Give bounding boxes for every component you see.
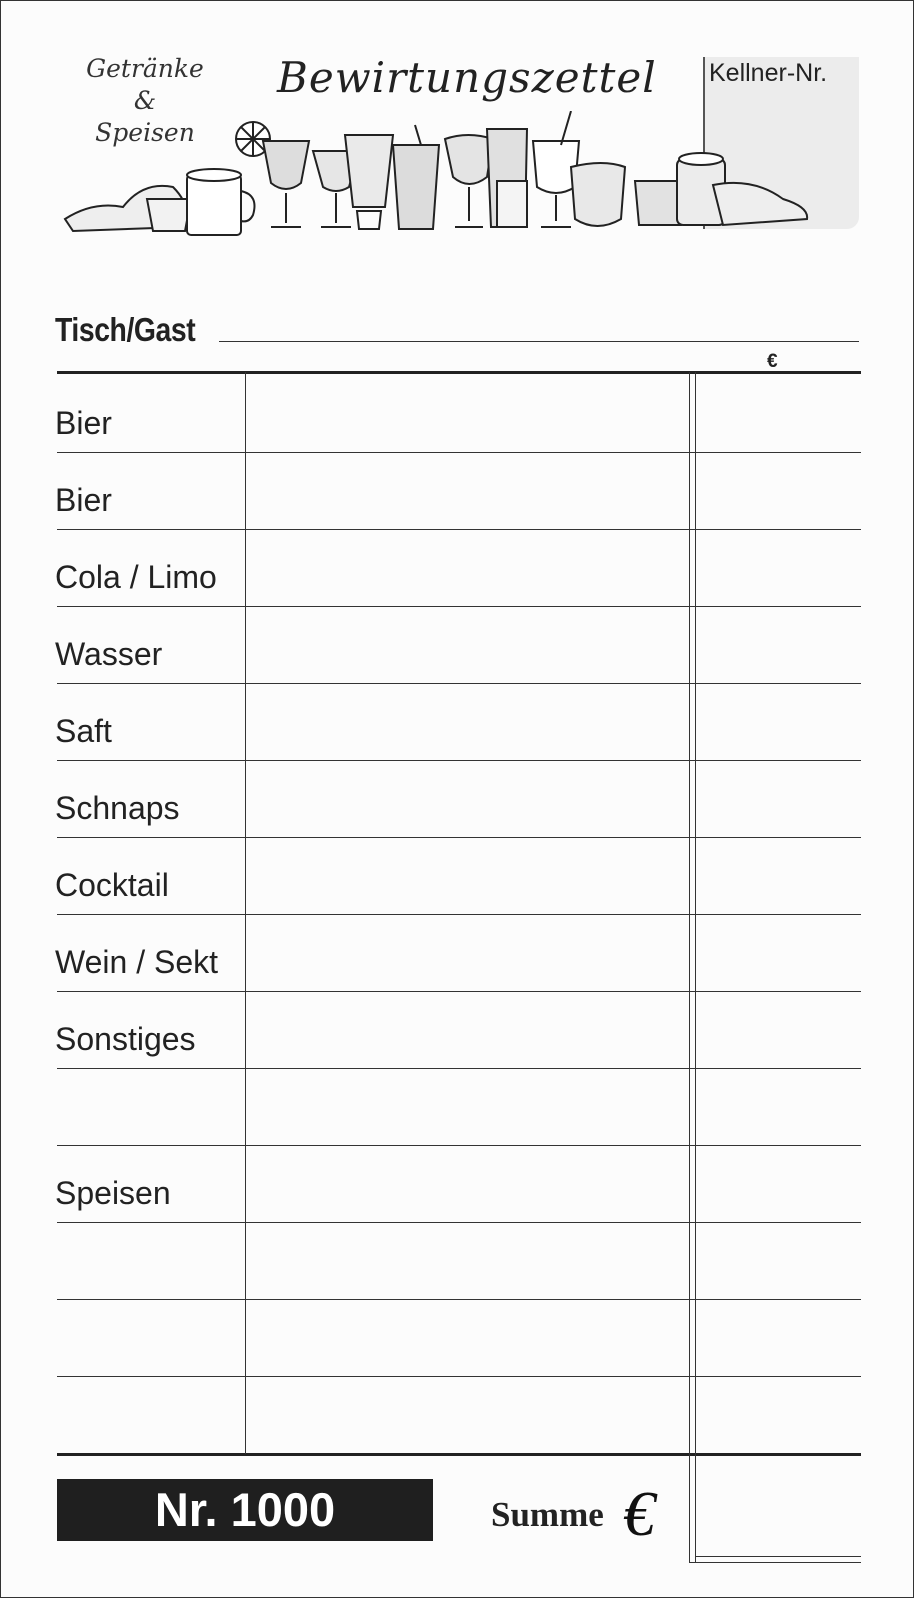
receipt-number-badge: Nr. 1000 xyxy=(57,1479,433,1541)
row-label-cola-limo: Cola / Limo xyxy=(55,559,217,595)
row-label-sonstiges: Sonstiges xyxy=(55,1021,196,1057)
euro-column-header: € xyxy=(767,351,778,372)
row-label-bier-2: Bier xyxy=(55,482,112,518)
row-label-cocktail: Cocktail xyxy=(55,867,169,903)
row-divider xyxy=(57,452,861,453)
sum-currency-symbol: € xyxy=(623,1478,655,1549)
sum-box-bottom-2 xyxy=(695,1556,861,1557)
row-label-wasser: Wasser xyxy=(55,636,163,672)
row-divider xyxy=(57,914,861,915)
price-column-divider-1 xyxy=(689,372,690,1562)
brand-line-2: & xyxy=(133,86,157,115)
row-divider xyxy=(57,1299,861,1300)
row-divider xyxy=(57,683,861,684)
row-divider xyxy=(57,1068,861,1069)
row-divider xyxy=(57,529,861,530)
row-label-schnaps: Schnaps xyxy=(55,790,180,826)
row-label-bier-1: Bier xyxy=(55,405,112,441)
row-divider xyxy=(57,1376,861,1377)
price-column-divider-2 xyxy=(695,372,696,1562)
row-divider xyxy=(57,837,861,838)
row-divider xyxy=(57,1222,861,1223)
grid-top-rule xyxy=(57,371,861,374)
row-divider xyxy=(57,606,861,607)
label-column-divider xyxy=(245,372,246,1454)
table-guest-label: Tisch/Gast xyxy=(55,311,196,348)
sum-label: Summe xyxy=(491,1495,604,1534)
brand-line-3: Speisen xyxy=(95,118,195,147)
row-divider xyxy=(57,760,861,761)
drinks-illustration-icon xyxy=(63,111,843,241)
row-label-saft: Saft xyxy=(55,713,112,749)
page-title: Bewirtungszettel xyxy=(277,53,657,102)
row-divider xyxy=(57,1145,861,1146)
grid-bottom-rule xyxy=(57,1453,861,1456)
row-divider xyxy=(57,991,861,992)
table-guest-input-line[interactable] xyxy=(219,341,859,342)
row-label-wein-sekt: Wein / Sekt xyxy=(55,944,219,980)
sum-box-bottom-1 xyxy=(689,1562,861,1563)
row-label-speisen: Speisen xyxy=(55,1175,171,1211)
kellner-label: Kellner-Nr. xyxy=(709,59,828,87)
brand-line-1: Getränke xyxy=(86,54,204,83)
